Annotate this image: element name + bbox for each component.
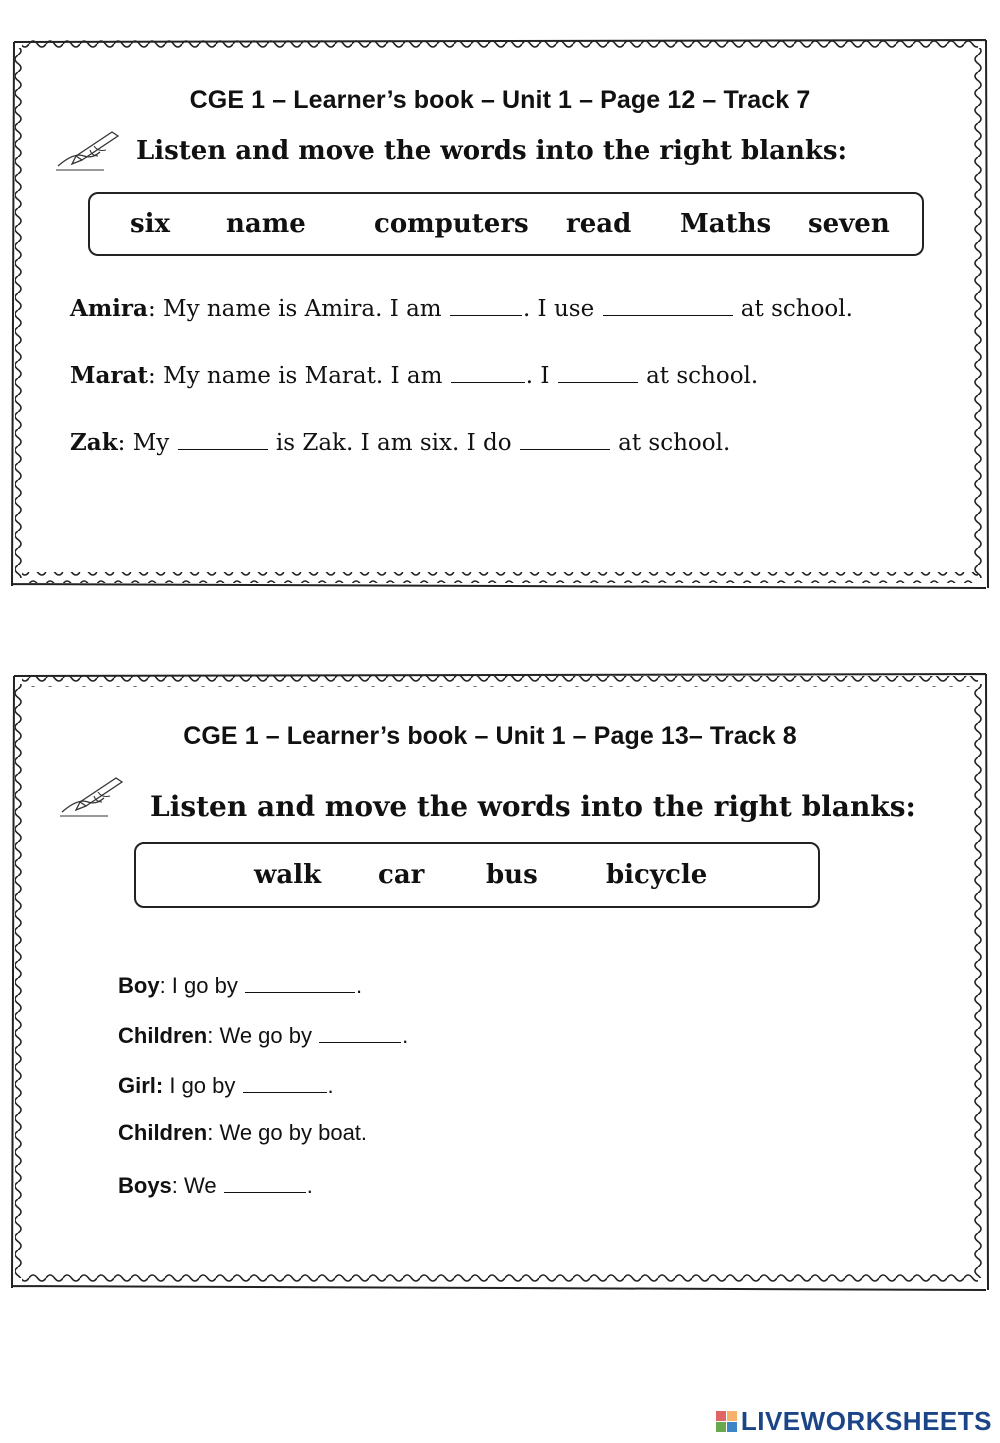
speaker-name: Boy (118, 973, 160, 998)
logo-text: LIVEWORKSHEETS (740, 1406, 992, 1436)
speaker-name: Marat (70, 362, 149, 389)
speaker-name: Zak (70, 429, 118, 456)
draggable-word-walk[interactable]: walk (254, 860, 322, 890)
instruction-text: Listen and move the words into the right blanks: (136, 136, 848, 166)
blank-drop-zone[interactable] (451, 359, 525, 383)
logo-blocks-icon (716, 1411, 737, 1432)
speaker-name: Children (118, 1023, 208, 1048)
instruction-text: Listen and move the words into the right blanks: (150, 790, 916, 823)
sentence-children-1: Children: We go by . (118, 1020, 408, 1049)
pencil-writing-icon (54, 126, 124, 174)
draggable-word-car[interactable]: car (378, 860, 425, 890)
speaker-name: Boys (118, 1173, 172, 1198)
liveworksheets-logo (716, 1406, 992, 1437)
sentence-boys: Boys: We . (118, 1170, 313, 1199)
draggable-word-seven[interactable]: seven (808, 209, 890, 239)
logo-block-blue (727, 1422, 737, 1432)
blank-drop-zone[interactable] (245, 970, 355, 993)
draggable-word-computers[interactable]: computers (374, 209, 529, 239)
draggable-word-bus[interactable]: bus (486, 860, 538, 890)
card-title: CGE 1 – Learner’s book – Unit 1 – Page 13– Track 8 (183, 722, 797, 750)
speaker-name: Amira (70, 295, 148, 322)
card-title: CGE 1 – Learner’s book – Unit 1 – Page 12 – Track 7 (189, 86, 811, 114)
draggable-word-maths[interactable]: Maths (680, 209, 772, 239)
blank-drop-zone[interactable] (243, 1070, 327, 1093)
sentence-zak: Zak: My is Zak. I am six. I do at school. (70, 426, 730, 456)
sentence-girl: Girl: I go by . (118, 1070, 334, 1099)
sentence-children-2: Children: We go by boat. (118, 1120, 368, 1145)
sentence-marat: Marat: My name is Marat. I am . I at school. (70, 359, 758, 389)
blank-drop-zone[interactable] (558, 359, 638, 383)
pencil-writing-icon (58, 772, 128, 820)
blank-drop-zone[interactable] (224, 1170, 306, 1193)
blank-drop-zone[interactable] (450, 292, 522, 316)
draggable-word-name[interactable]: name (226, 209, 306, 239)
draggable-word-read[interactable]: read (566, 209, 632, 239)
blank-drop-zone[interactable] (603, 292, 733, 316)
logo-block-orange (727, 1411, 737, 1421)
word-bank (88, 192, 924, 256)
logo-block-red (716, 1411, 726, 1421)
speaker-name: Children (118, 1120, 208, 1145)
blank-drop-zone[interactable] (520, 426, 610, 450)
sentence-amira: Amira: My name is Amira. I am . I use at school. (70, 292, 853, 322)
exercise-card-track-8 (12, 672, 988, 1292)
exercise-card-track-7 (12, 38, 988, 590)
blank-drop-zone[interactable] (319, 1020, 401, 1043)
logo-block-green (716, 1422, 726, 1432)
sentence-boy: Boy: I go by . (118, 970, 362, 999)
draggable-word-six[interactable]: six (130, 209, 171, 239)
speaker-name: Girl: (118, 1073, 164, 1098)
draggable-word-bicycle[interactable]: bicycle (606, 860, 708, 890)
blank-drop-zone[interactable] (178, 426, 268, 450)
word-bank (134, 842, 820, 908)
